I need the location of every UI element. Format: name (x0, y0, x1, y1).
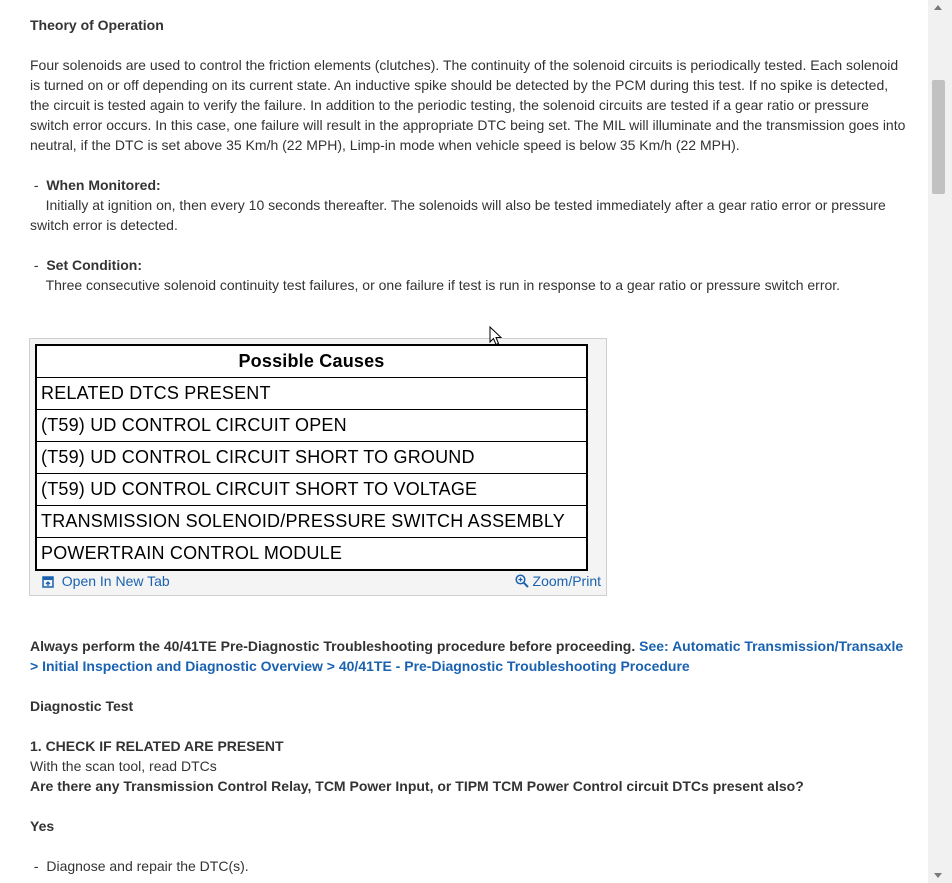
set-condition-text (30, 275, 910, 295)
scroll-up-arrow-icon[interactable] (934, 5, 942, 10)
when-monitored-body: Initially at ignition on, then every 10 seconds thereafter. The solenoids will also be tested immediately after a gear ratio error or pressure switch error is detected. (30, 197, 886, 233)
vertical-scrollbar[interactable] (928, 0, 952, 883)
scrollbar-thumb[interactable] (932, 80, 945, 194)
open-new-tab-icon (42, 576, 54, 588)
open-in-new-tab-label: Open In New Tab (61, 573, 170, 589)
mouse-cursor-icon (489, 326, 503, 346)
set-condition-title: Set Condition: (46, 257, 142, 273)
step1-question: Are there any Transmission Control Relay, TCM Power Input, or TIPM TCM Power Control circuit DTCs present also? (30, 778, 804, 794)
scroll-down-arrow-icon[interactable] (934, 873, 942, 878)
yes-action-text: Diagnose and repair the DTC(s). (46, 858, 249, 874)
step1-instruction: With the scan tool, read DTCs (30, 758, 217, 774)
cause-row: POWERTRAIN CONTROL MODULE (41, 543, 343, 563)
zoom-print-label: Zoom/Print (532, 573, 601, 589)
possible-causes-title: Possible Causes (37, 346, 586, 378)
when-monitored-title: When Monitored: (46, 177, 161, 193)
open-in-new-tab-link[interactable] (42, 571, 170, 591)
zoom-print-link[interactable] (515, 571, 601, 591)
cause-row: TRANSMISSION SOLENOID/PRESSURE SWITCH ASSEMBLY (37, 506, 586, 538)
document-top (30, 15, 910, 295)
step1-title: 1. CHECK IF RELATED ARE PRESENT (30, 738, 284, 754)
yes-label: Yes (30, 818, 55, 834)
cause-row: (T59) UD CONTROL CIRCUIT SHORT TO VOLTAGE (37, 474, 586, 506)
intro-paragraph: Four solenoids are used to control the friction elements (clutches). The continuity of the solenoid circuits is periodically tested. Each solenoid is turned on or off depending on its current state. An inductive spike should be detected by the PCM during this test. If no spike is detected, the circuit is tested again to verify the failure. In addition to the periodic testing, the solenoid circuits are tested if a gear ratio or pressure switch error occurs. In this case, one failure will result in the appropriate DTC being set. The MIL will illuminate and the transmission goes into neutral, if the DTC is set above 35 Km/h (22 MPH), Limp-in mode when vehicle speed is below 35 Km/h (22 MPH). (30, 57, 906, 153)
prediag-link[interactable]: See: Automatic Transmission/Transaxle > Initial Inspection and Diagnostic Overview > 40/41TE - Pre-Diagnostic Troubleshooting Procedure (30, 638, 904, 674)
diagnostic-test-heading: Diagnostic Test (30, 698, 134, 714)
cause-row: (T59) UD CONTROL CIRCUIT SHORT TO GROUND (37, 442, 586, 474)
figure-toolbar (30, 571, 606, 591)
set-condition-label: - Set Condition: (30, 257, 142, 273)
zoom-in-icon (515, 574, 529, 588)
document-lower (30, 636, 910, 876)
possible-causes-figure (29, 338, 607, 596)
possible-causes-table (35, 344, 588, 571)
when-monitored-label: - When Monitored: (30, 177, 161, 193)
cause-row: (T59) UD CONTROL CIRCUIT OPEN (37, 410, 586, 442)
section-heading: Theory of Operation (30, 17, 164, 33)
when-monitored-text (30, 195, 910, 235)
yes-action: - Diagnose and repair the DTC(s). (30, 858, 249, 874)
set-condition-body: Three consecutive solenoid continuity test failures, or one failure if test is run in response to a gear ratio or pressure switch error. (45, 277, 841, 293)
prediag-text: Always perform the 40/41TE Pre-Diagnostic Troubleshooting procedure before proceeding. (30, 638, 636, 654)
prediag-paragraph (30, 636, 910, 676)
cause-row: RELATED DTCS PRESENT (37, 378, 586, 410)
